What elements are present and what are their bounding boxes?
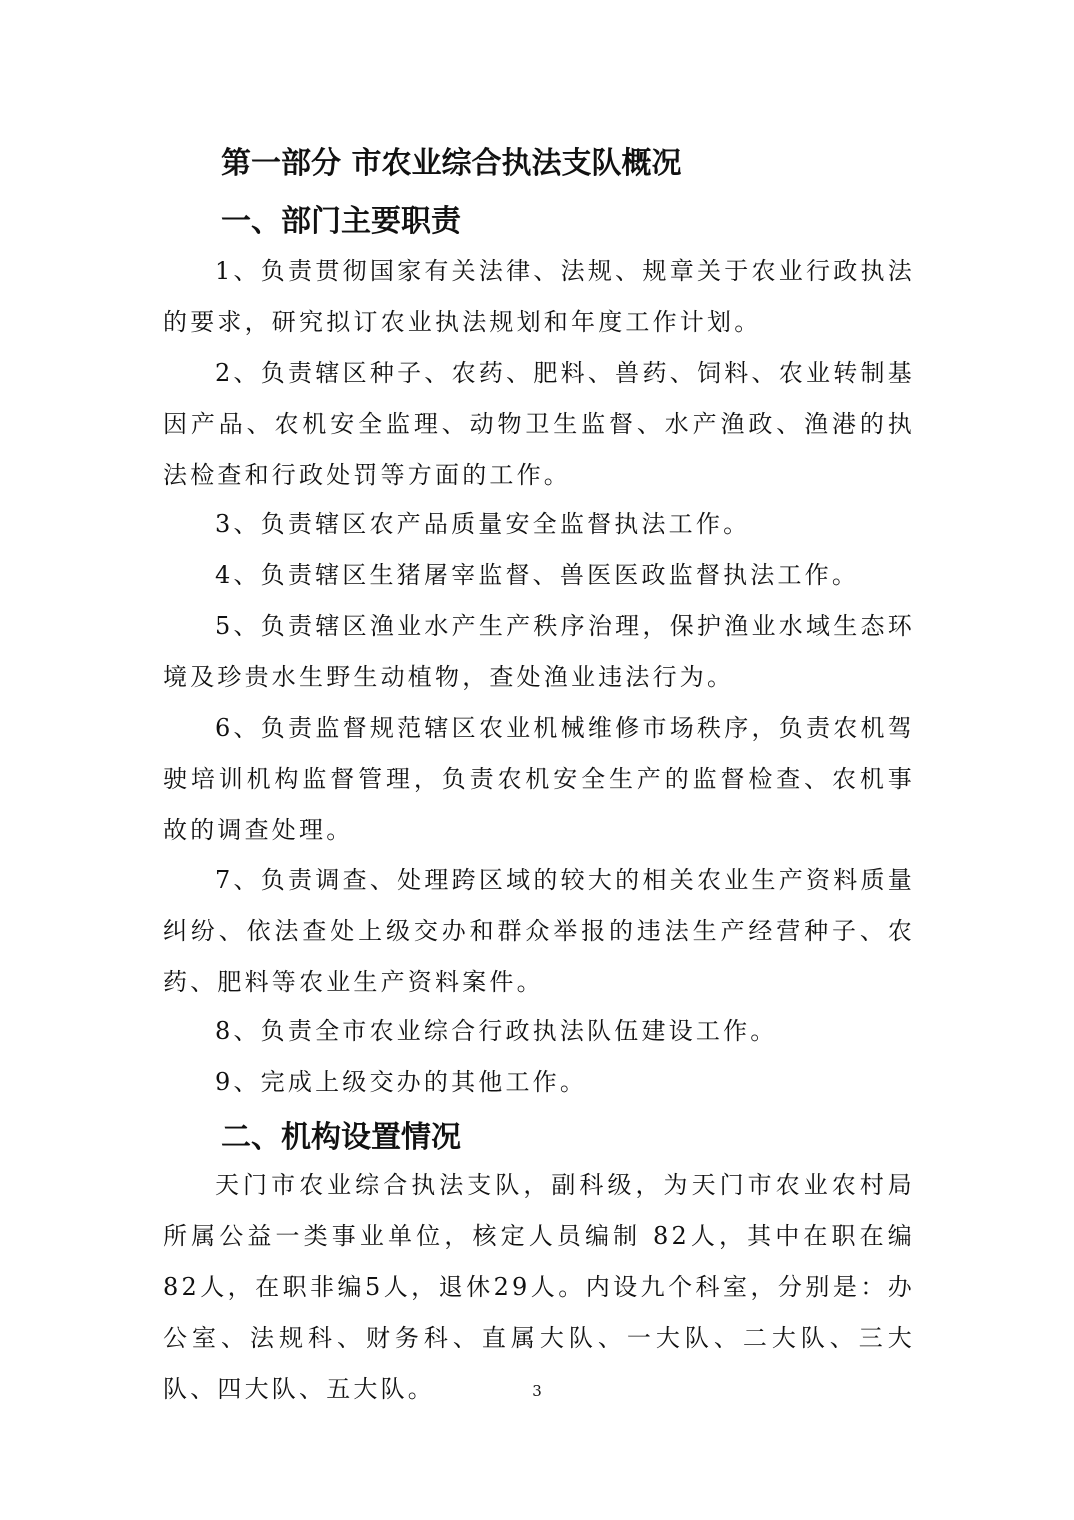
duty-item-5: 5、负责辖区渔业水产生产秩序治理，保护渔业水域生态环境及珍贵水生野生动植物，查处渔业违法行为。 [163, 612, 915, 691]
duty-item-9: 9、完成上级交办的其他工作。 [215, 1068, 588, 1096]
duty-item-6: 6、负责监督规范辖区农业机械维修市场秩序，负责农机驾驶培训机构监督管理，负责农机安全生产的监督检查、农机事故的调查处理。 [163, 714, 915, 844]
duty-item-8: 8、负责全市农业综合行政执法队伍建设工作。 [215, 1017, 778, 1045]
duty-item-1: 1、负责贯彻国家有关法律、法规、规章关于农业行政执法的要求，研究拟订农业执法规划和年度工作计划。 [163, 257, 915, 336]
page-number: 3 [532, 1382, 542, 1400]
duty-item-2: 2、负责辖区种子、农药、肥料、兽药、饲料、农业转制基因产品、农机安全监理、动物卫生监督、水产渔政、渔港的执法检查和行政处罚等方面的工作。 [163, 359, 915, 489]
duty-item-7: 7、负责调查、处理跨区域的较大的相关农业生产资料质量纠纷、依法查处上级交办和群众举报的违法生产经营种子、农药、肥料等农业生产资料案件。 [163, 866, 915, 996]
duty-item-3: 3、负责辖区农产品质量安全监督执法工作。 [215, 510, 751, 538]
page-title: 第一部分 市农业综合执法支队概况 [221, 146, 682, 181]
duty-item-4: 4、负责辖区生猪屠宰监督、兽医医政监督执法工作。 [215, 561, 860, 589]
section-heading-organization: 二、机构设置情况 [221, 1120, 461, 1155]
section-heading-duties: 一、部门主要职责 [221, 204, 461, 239]
organization-paragraph: 天门市农业综合执法支队，副科级，为天门市农业农村局所属公益一类事业单位，核定人员编制 82人，其中在职在编82人，在职非编5人，退休29人。内设九个科室，分别是：办公室、法规科、财务科、直属大队、一大队、二大队、三大队、四大队、五大队。 [163, 1171, 915, 1403]
